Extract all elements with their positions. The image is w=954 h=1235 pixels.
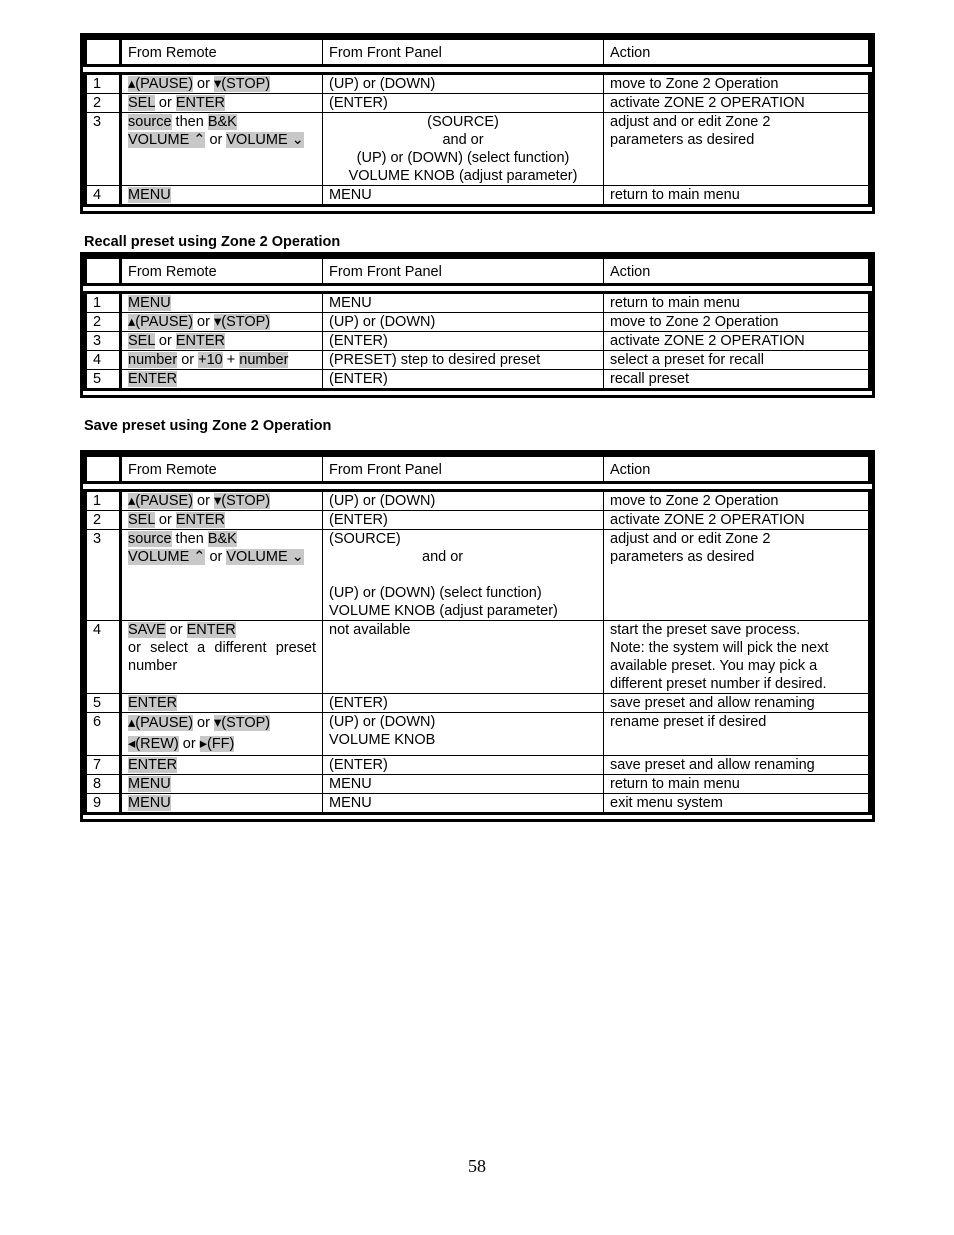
recall-section-title: Recall preset using Zone 2 Operation — [84, 234, 341, 250]
table-row: 3 SEL or ENTER (ENTER) activate ZONE 2 OPERATION — [83, 331, 872, 350]
table-row: 1 ▴(PAUSE) or ▾(STOP) (UP) or (DOWN) move to Zone 2 Operation — [83, 72, 872, 93]
table-row: 3 source then B&K VOLUME ⌃ or VOLUME ⌄ (SOURCE) and or (UP) or (DOWN) (select function) VOLUME KNOB (adjust parameter) adjust and or edit Zone 2 parameters as desired — [83, 529, 872, 620]
table-row: 5 ENTER (ENTER) recall preset — [83, 369, 872, 388]
recall-preset-table — [80, 252, 875, 398]
table-row: 2 SEL or ENTER (ENTER) activate ZONE 2 OPERATION — [83, 93, 872, 112]
table-row: 4 number or +10 + number (PRESET) step to desired preset select a preset for recall — [83, 350, 872, 369]
save-section-title: Save preset using Zone 2 Operation — [84, 418, 332, 434]
col-num-header — [83, 255, 122, 283]
col-action-header: Action — [604, 255, 872, 283]
col-remote-header: From Remote — [122, 255, 323, 283]
page-number: 58 — [468, 1156, 486, 1176]
table-row: 9 MENU MENU exit menu system — [83, 793, 872, 812]
col-panel-header: From Front Panel — [323, 255, 604, 283]
table-row: 3 source then B&K VOLUME ⌃ or VOLUME ⌄ (SOURCE) and or (UP) or (DOWN) (select function) VOLUME KNOB (adjust parameter) adjust and or edit Zone 2 parameters as desired — [83, 112, 872, 185]
col-panel-header: From Front Panel — [323, 453, 604, 481]
table-row: 4 SAVE or ENTER or select a different preset number not available start the preset save process. Note: the system will pick the next available preset. You may pick a different preset number if desired. — [83, 620, 872, 693]
table-row: 1 MENU MENU return to main menu — [83, 291, 872, 312]
col-action-header: Action — [604, 453, 872, 481]
zone2-edit-table — [80, 33, 875, 214]
col-remote-header: From Remote — [122, 453, 323, 481]
table-row: 2 ▴(PAUSE) or ▾(STOP) (UP) or (DOWN) move to Zone 2 Operation — [83, 312, 872, 331]
table-row: 5 ENTER (ENTER) save preset and allow renaming — [83, 693, 872, 712]
table-header — [83, 255, 872, 286]
table-row: 4 MENU MENU return to main menu — [83, 185, 872, 204]
table-row: 7 ENTER (ENTER) save preset and allow renaming — [83, 755, 872, 774]
table-row: 8 MENU MENU return to main menu — [83, 774, 872, 793]
table-row: 1 ▴(PAUSE) or ▾(STOP) (UP) or (DOWN) move to Zone 2 Operation — [83, 489, 872, 510]
col-panel-header: From Front Panel — [323, 36, 604, 64]
col-remote-header: From Remote — [122, 36, 323, 64]
table-row: 2 SEL or ENTER (ENTER) activate ZONE 2 OPERATION — [83, 510, 872, 529]
table-header — [83, 453, 872, 484]
col-action-header: Action — [604, 36, 872, 64]
col-num-header — [83, 453, 122, 481]
table-row: 6 ▴(PAUSE) or ▾(STOP) ◂(REW) or ▸(FF) (UP) or (DOWN) VOLUME KNOB rename preset if desired — [83, 712, 872, 755]
save-preset-table — [80, 450, 875, 822]
col-num-header — [83, 36, 122, 64]
table-header — [83, 36, 872, 67]
